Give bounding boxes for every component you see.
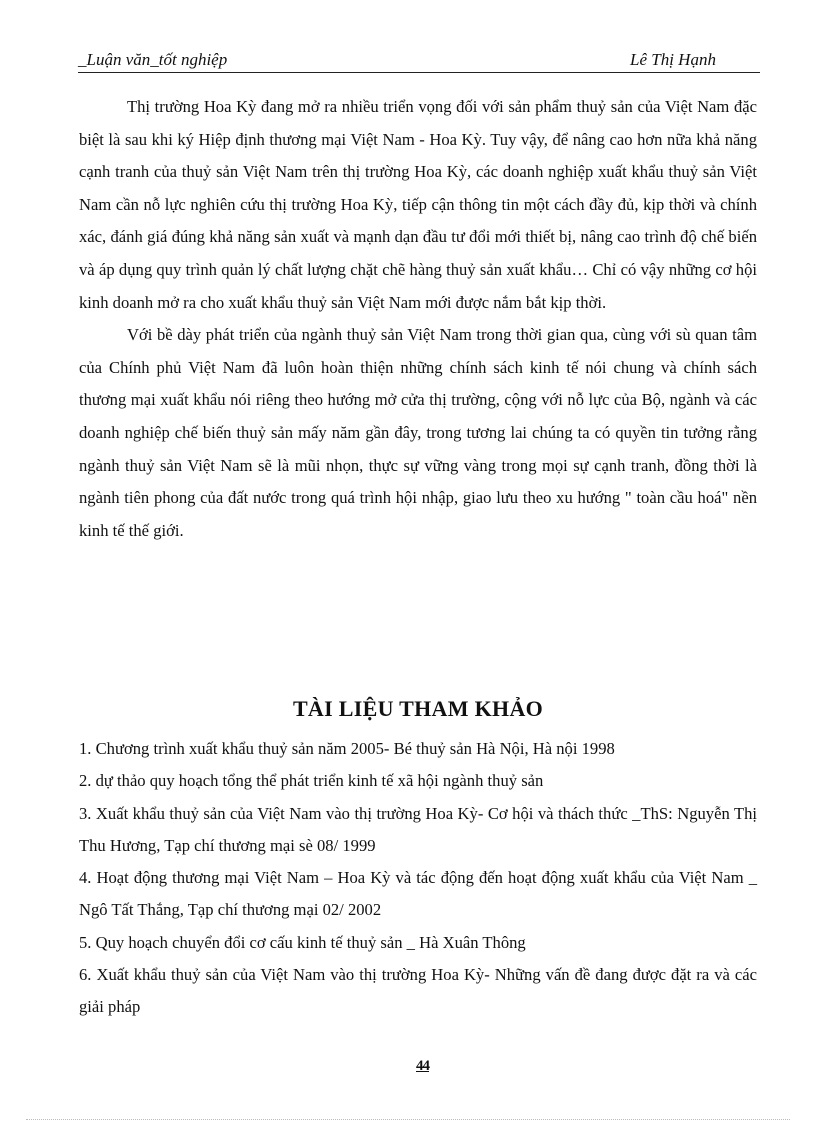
reference-item-3: 3. Xuất khẩu thuỷ sản của Việt Nam vào thị trường Hoa Kỳ- Cơ hội và thách thức _ThS: Nguyễn Thị Thu Hương, Tạp chí thương mại sè 08/ 1999: [79, 803, 757, 855]
header-author: Lê Thị Hạnh: [630, 50, 716, 69]
paragraph-1: Thị trường Hoa Kỳ đang mở ra nhiều triển vọng đối với sản phẩm thuỷ sản của Việt Nam đặc biệt là sau khi ký Hiệp định thương mại Việt Nam - Hoa Kỳ. Tuy vậy, để nâng cao hơn nữa khả năng cạnh tranh của thuỷ sản Việt Nam trên thị trường Hoa Kỳ, các doanh nghiệp xuất khẩu thuỷ sản Việt Nam cần nỗ lực nghiên cứu thị trường Hoa Kỳ, tiếp cận thông tin một cách đầy đủ, kịp thời và chính xác, đánh giá đúng khả năng sản xuất và mạnh dạn đầu tư đổi mới thiết bị, nâng cao trình độ chế biến và áp dụng quy trình quản lý chất lượng chặt chẽ hàng thuỷ sản xuất khẩu… Chỉ có vậy những cơ hội kinh doanh mở ra cho xuất khẩu thuỷ sản Việt Nam mới được nắm bắt kịp thời.: [79, 97, 757, 312]
reference-item-6: 6. Xuất khẩu thuỷ sản của Việt Nam vào thị trường Hoa Kỳ- Những vấn đề đang được đặt ra và các giải pháp: [79, 965, 757, 1017]
reference-item-2: 2. dự thảo quy hoạch tổng thể phát triển kinh tế xã hội ngành thuỷ sản: [79, 771, 544, 791]
body-text: [79, 91, 757, 547]
header-thesis-label: _Luận văn_tốt nghiệp: [78, 50, 228, 69]
reference-item-5: 5. Quy hoạch chuyển đổi cơ cấu kinh tế thuỷ sản _ Hà Xuân Thông: [79, 932, 526, 952]
page-bottom-divider: [26, 1119, 790, 1120]
reference-item-4: 4. Hoạt động thương mại Việt Nam – Hoa Kỳ và tác động đến hoạt động xuất khẩu của Việt Nam _ Ngô Tất Thắng, Tạp chí thương mại 02/ 2002: [79, 868, 757, 920]
page-number: 44: [416, 1058, 429, 1074]
page-header: [78, 50, 760, 73]
references-list: [79, 733, 757, 1024]
references-title: TÀI LIỆU THAM KHẢO: [292, 696, 544, 721]
reference-item-1: 1. Chương trình xuất khẩu thuỷ sản năm 2005- Bé thuỷ sản Hà Nội, Hà nội 1998: [79, 739, 615, 758]
paragraph-2: Với bề dày phát triển của ngành thuỷ sản Việt Nam trong thời gian qua, cùng với sù quan tâm của Chính phủ Việt Nam đã luôn hoàn thiện những chính sách kinh tế nói chung và chính sách thương mại xuất khẩu nói riêng theo hướng mở cửa thị trường, cộng với nỗ lực của Bộ, ngành và các doanh nghiệp chế biến thuỷ sản mấy năm gần đây, trong tương lai chúng ta có quyền tin tưởng rằng ngành thuỷ sản Việt Nam sẽ là mũi nhọn, thực sự vững vàng trong mọi sự cạnh tranh, đồng thời là ngành tiên phong của đất nước trong quá trình hội nhập, giao lưu theo xu hướng " toàn cầu hoá" nền kinh tế thế giới.: [79, 325, 757, 540]
